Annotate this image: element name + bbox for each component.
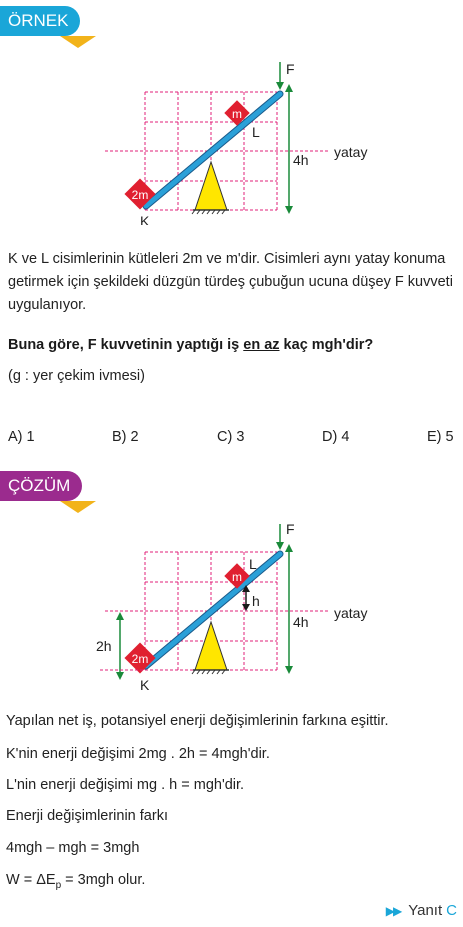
solution-height-arrow-4h <box>285 544 293 674</box>
solution-final: $W = \Delta E_p = 3mgh$ olur. <box>6 872 146 891</box>
label-4h: 4h <box>293 152 309 168</box>
solution-label-yatay: yatay <box>334 605 368 621</box>
example-badge-label: ÖRNEK <box>0 6 80 36</box>
label-2h: 2h <box>96 638 112 654</box>
solution-fulcrum <box>192 622 229 674</box>
label-L: L <box>252 124 260 140</box>
solution-label-4h: 4h <box>293 614 309 630</box>
example-figure <box>0 0 463 225</box>
answer: ▶▶ Yanıt C <box>385 902 457 919</box>
question-note: (g : yer çekim ivmesi) <box>8 368 145 384</box>
solution-line-3: L'nin enerji değişimi mg . h = mgh'dir. <box>6 777 245 793</box>
solution-force-arrow <box>276 524 284 550</box>
solution-line-5: 4mgh – mgh = 3mgh <box>6 840 140 856</box>
height-arrow-4h <box>285 84 293 214</box>
solution-mass-m-label: m <box>232 570 242 584</box>
solution-badge-label: ÇÖZÜM <box>0 471 82 501</box>
solution-figure <box>0 510 463 710</box>
solution-label-L: L <box>249 556 257 572</box>
label-yatay: yatay <box>334 144 368 160</box>
option-d[interactable]: D) 4 <box>322 429 350 445</box>
question-bold: Buna göre, F kuvvetinin yaptığı iş en az kaç mgh'dir? <box>8 337 374 353</box>
mass-2m-label: 2m <box>131 188 149 202</box>
solution-line-1: Yapılan net iş, potansiyel enerji değişimlerinin farkına eşittir. <box>6 713 389 729</box>
solution-mass-2m <box>124 642 155 673</box>
option-b[interactable]: B) 2 <box>112 429 139 445</box>
label-K: K <box>140 213 150 225</box>
fulcrum <box>192 162 229 214</box>
question-emphasis: en az <box>243 337 280 353</box>
label-h: h <box>252 593 260 609</box>
solution-badge <box>0 471 100 503</box>
question-text: K ve L cisimlerinin kütleleri 2m ve m'dir. Cisimleri aynı yatay konuma getirmek için şekildeki düzgün türdeş çubuğun ucuna düşey F kuvveti uygulanıyor. <box>8 251 453 313</box>
solution-mass-2m-label: 2m <box>131 652 149 666</box>
solution-line-4: Enerji değişimlerinin farkı <box>6 808 168 824</box>
mass-m-label: m <box>232 107 242 121</box>
force-arrow <box>276 62 284 90</box>
solution-label-F: F <box>286 521 295 537</box>
answer-value: C <box>446 902 457 919</box>
solution-label-K: K <box>140 677 150 693</box>
option-c[interactable]: C) 3 <box>217 429 245 445</box>
solution-line-2: K'nin enerji değişimi 2mg . 2h = 4mgh'dir. <box>6 746 270 762</box>
double-arrow-icon: ▶▶ <box>385 904 401 918</box>
label-F: F <box>286 61 295 77</box>
option-a[interactable]: A) 1 <box>8 429 35 445</box>
option-e[interactable]: E) 5 <box>427 429 454 445</box>
